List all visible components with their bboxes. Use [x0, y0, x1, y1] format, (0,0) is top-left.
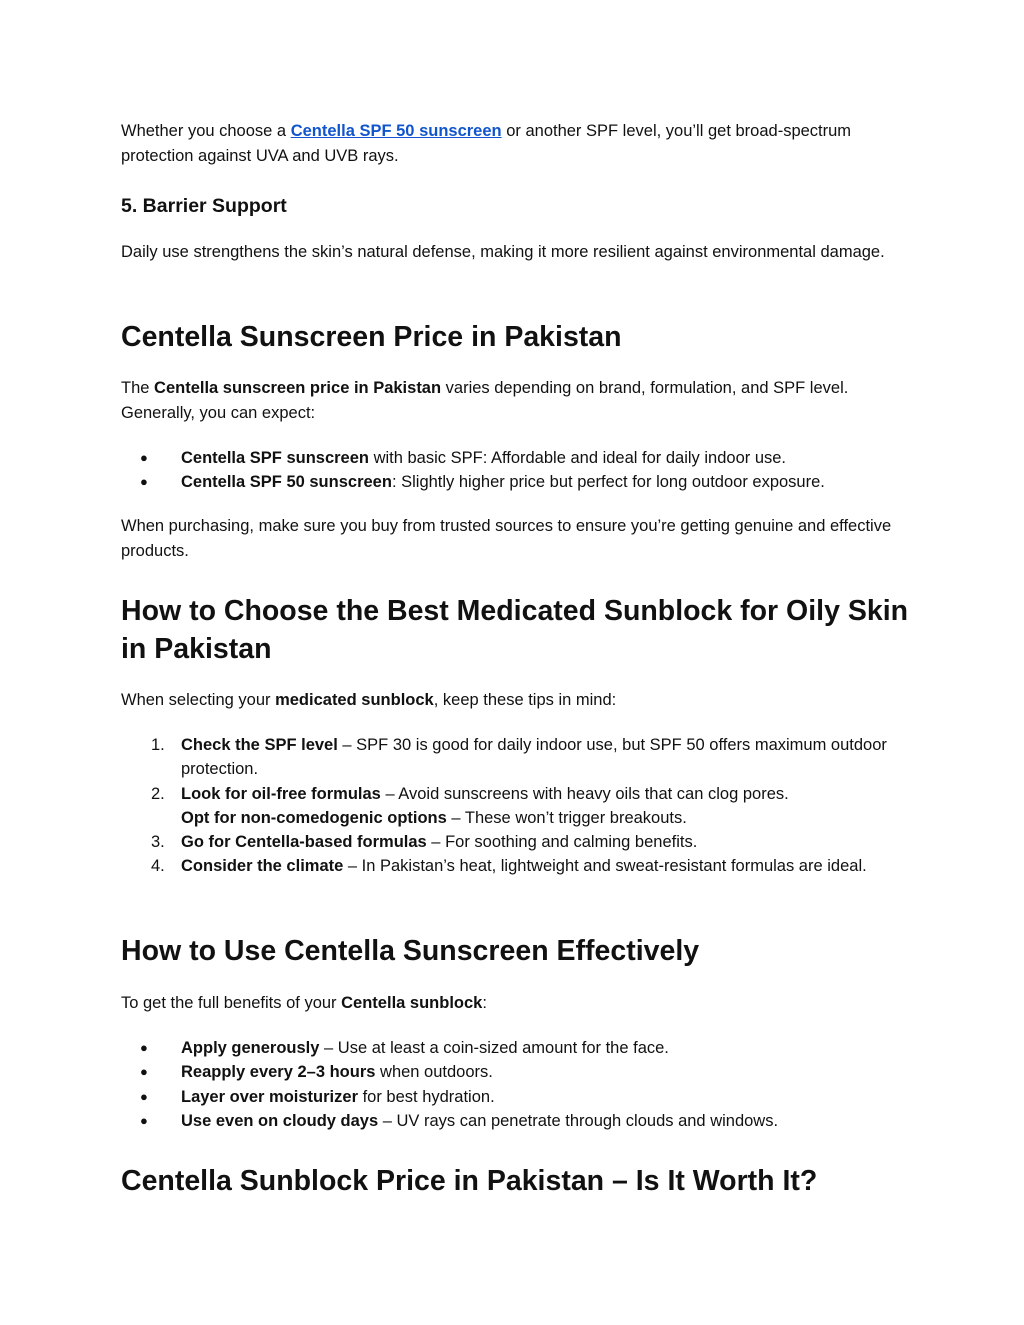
price-intro-suffix: varies depending on brand, formulation, and SPF level. Generally, you can expect:	[121, 379, 849, 422]
list-item	[121, 830, 921, 854]
list-item	[121, 1036, 921, 1060]
list-item-text: – UV rays can penetrate through clouds and windows.	[378, 1111, 779, 1130]
choose-intro-prefix: When selecting your	[121, 691, 276, 709]
list-item-text: – These won’t trigger breakouts.	[446, 808, 687, 827]
tips-numbered-list	[121, 733, 921, 879]
list-number: 2.	[151, 784, 165, 803]
bullet-icon: ●	[140, 474, 148, 490]
list-number: 4.	[151, 857, 165, 876]
barrier-support-paragraph: Daily use strengthens the skin’s natural defense, making it more resilient against environmental damage.	[121, 243, 885, 261]
use-intro-paragraph	[121, 991, 487, 1016]
list-item-bold: Reapply every 2–3 hours	[181, 1063, 376, 1082]
list-item-text: – For soothing and calming benefits.	[426, 833, 698, 852]
choose-section-heading: How to Choose the Best Medicated Sunblock for Oily Skin in Pakistan	[121, 595, 909, 665]
list-item-bold: Check the SPF level	[181, 736, 338, 754]
list-item	[121, 733, 921, 782]
usage-bullet-list	[121, 1036, 921, 1133]
list-item-bold: Apply generously	[181, 1039, 320, 1057]
list-item-bold: Layer over moisturizer	[181, 1087, 358, 1106]
list-item-text: when outdoors.	[375, 1063, 493, 1082]
use-intro-suffix: :	[482, 994, 487, 1012]
list-item	[121, 1085, 921, 1109]
list-item-text: – In Pakistan’s heat, lightweight and sweat-resistant formulas are ideal.	[343, 857, 867, 876]
purchase-advice-paragraph: When purchasing, make sure you buy from trusted sources to ensure you’re getting genuine and effective products.	[121, 517, 892, 560]
list-item-bold: Centella SPF sunscreen	[181, 449, 369, 467]
price-intro-bold: Centella sunscreen price in Pakistan	[154, 379, 442, 397]
list-item-bold: Consider the climate	[181, 857, 344, 876]
bullet-icon: ●	[140, 1064, 148, 1080]
choose-intro-suffix: , keep these tips in mind:	[433, 691, 617, 709]
bullet-icon: ●	[140, 1112, 148, 1128]
list-item	[121, 1109, 921, 1133]
list-number: 3.	[151, 833, 165, 852]
use-intro-prefix: To get the full benefits of your	[121, 994, 342, 1012]
choose-intro-bold: medicated sunblock	[275, 691, 434, 709]
list-item	[121, 782, 921, 831]
list-item-bold: Centella SPF 50 sunscreen	[181, 473, 392, 492]
barrier-support-heading: 5. Barrier Support	[121, 195, 287, 217]
bullet-icon: ●	[140, 1040, 148, 1055]
list-item-text: – Use at least a coin-sized amount for the face.	[319, 1039, 669, 1057]
list-item-bold: Use even on cloudy days	[181, 1111, 379, 1130]
bullet-icon: ●	[140, 450, 148, 465]
worth-section-heading: Centella Sunblock Price in Pakistan – Is It Worth It?	[121, 1165, 818, 1197]
list-item-text: with basic SPF: Affordable and ideal for daily indoor use.	[369, 449, 787, 467]
list-item	[121, 470, 921, 494]
list-item-bold: Look for oil-free formulas	[181, 784, 381, 803]
price-bullet-list	[121, 446, 921, 495]
bullet-icon: ●	[140, 1088, 148, 1104]
intro-text-end: or another SPF level, you’ll get broad-spectrum protection against UVA and UVB rays.	[121, 122, 852, 165]
price-intro-paragraph	[121, 376, 911, 425]
list-number: 1.	[151, 736, 165, 754]
list-item	[121, 854, 921, 878]
list-item-bold: Opt for non-comedogenic options	[181, 808, 447, 827]
list-item-text: – SPF 30 is good for daily indoor use, but SPF 50 offers maximum outdoor protection.	[181, 736, 887, 779]
centella-spf50-link[interactable]: Centella SPF 50 sunscreen	[290, 122, 502, 140]
list-item-text: – Avoid sunscreens with heavy oils that can clog pores.	[380, 784, 789, 803]
list-item-text: : Slightly higher price but perfect for long outdoor exposure.	[391, 473, 825, 492]
choose-intro-paragraph	[121, 688, 616, 713]
list-item	[121, 446, 921, 470]
list-item	[121, 1060, 921, 1084]
list-item-bold: Go for Centella-based formulas	[181, 833, 427, 852]
intro-paragraph	[121, 119, 911, 168]
use-intro-bold: Centella sunblock	[341, 994, 483, 1012]
use-section-heading: How to Use Centella Sunscreen Effectively	[121, 935, 700, 967]
price-section-heading: Centella Sunscreen Price in Pakistan	[121, 321, 622, 353]
intro-text-start: Whether you choose a	[121, 122, 291, 140]
list-item-text: for best hydration.	[358, 1087, 495, 1106]
price-intro-prefix: The	[121, 379, 155, 397]
